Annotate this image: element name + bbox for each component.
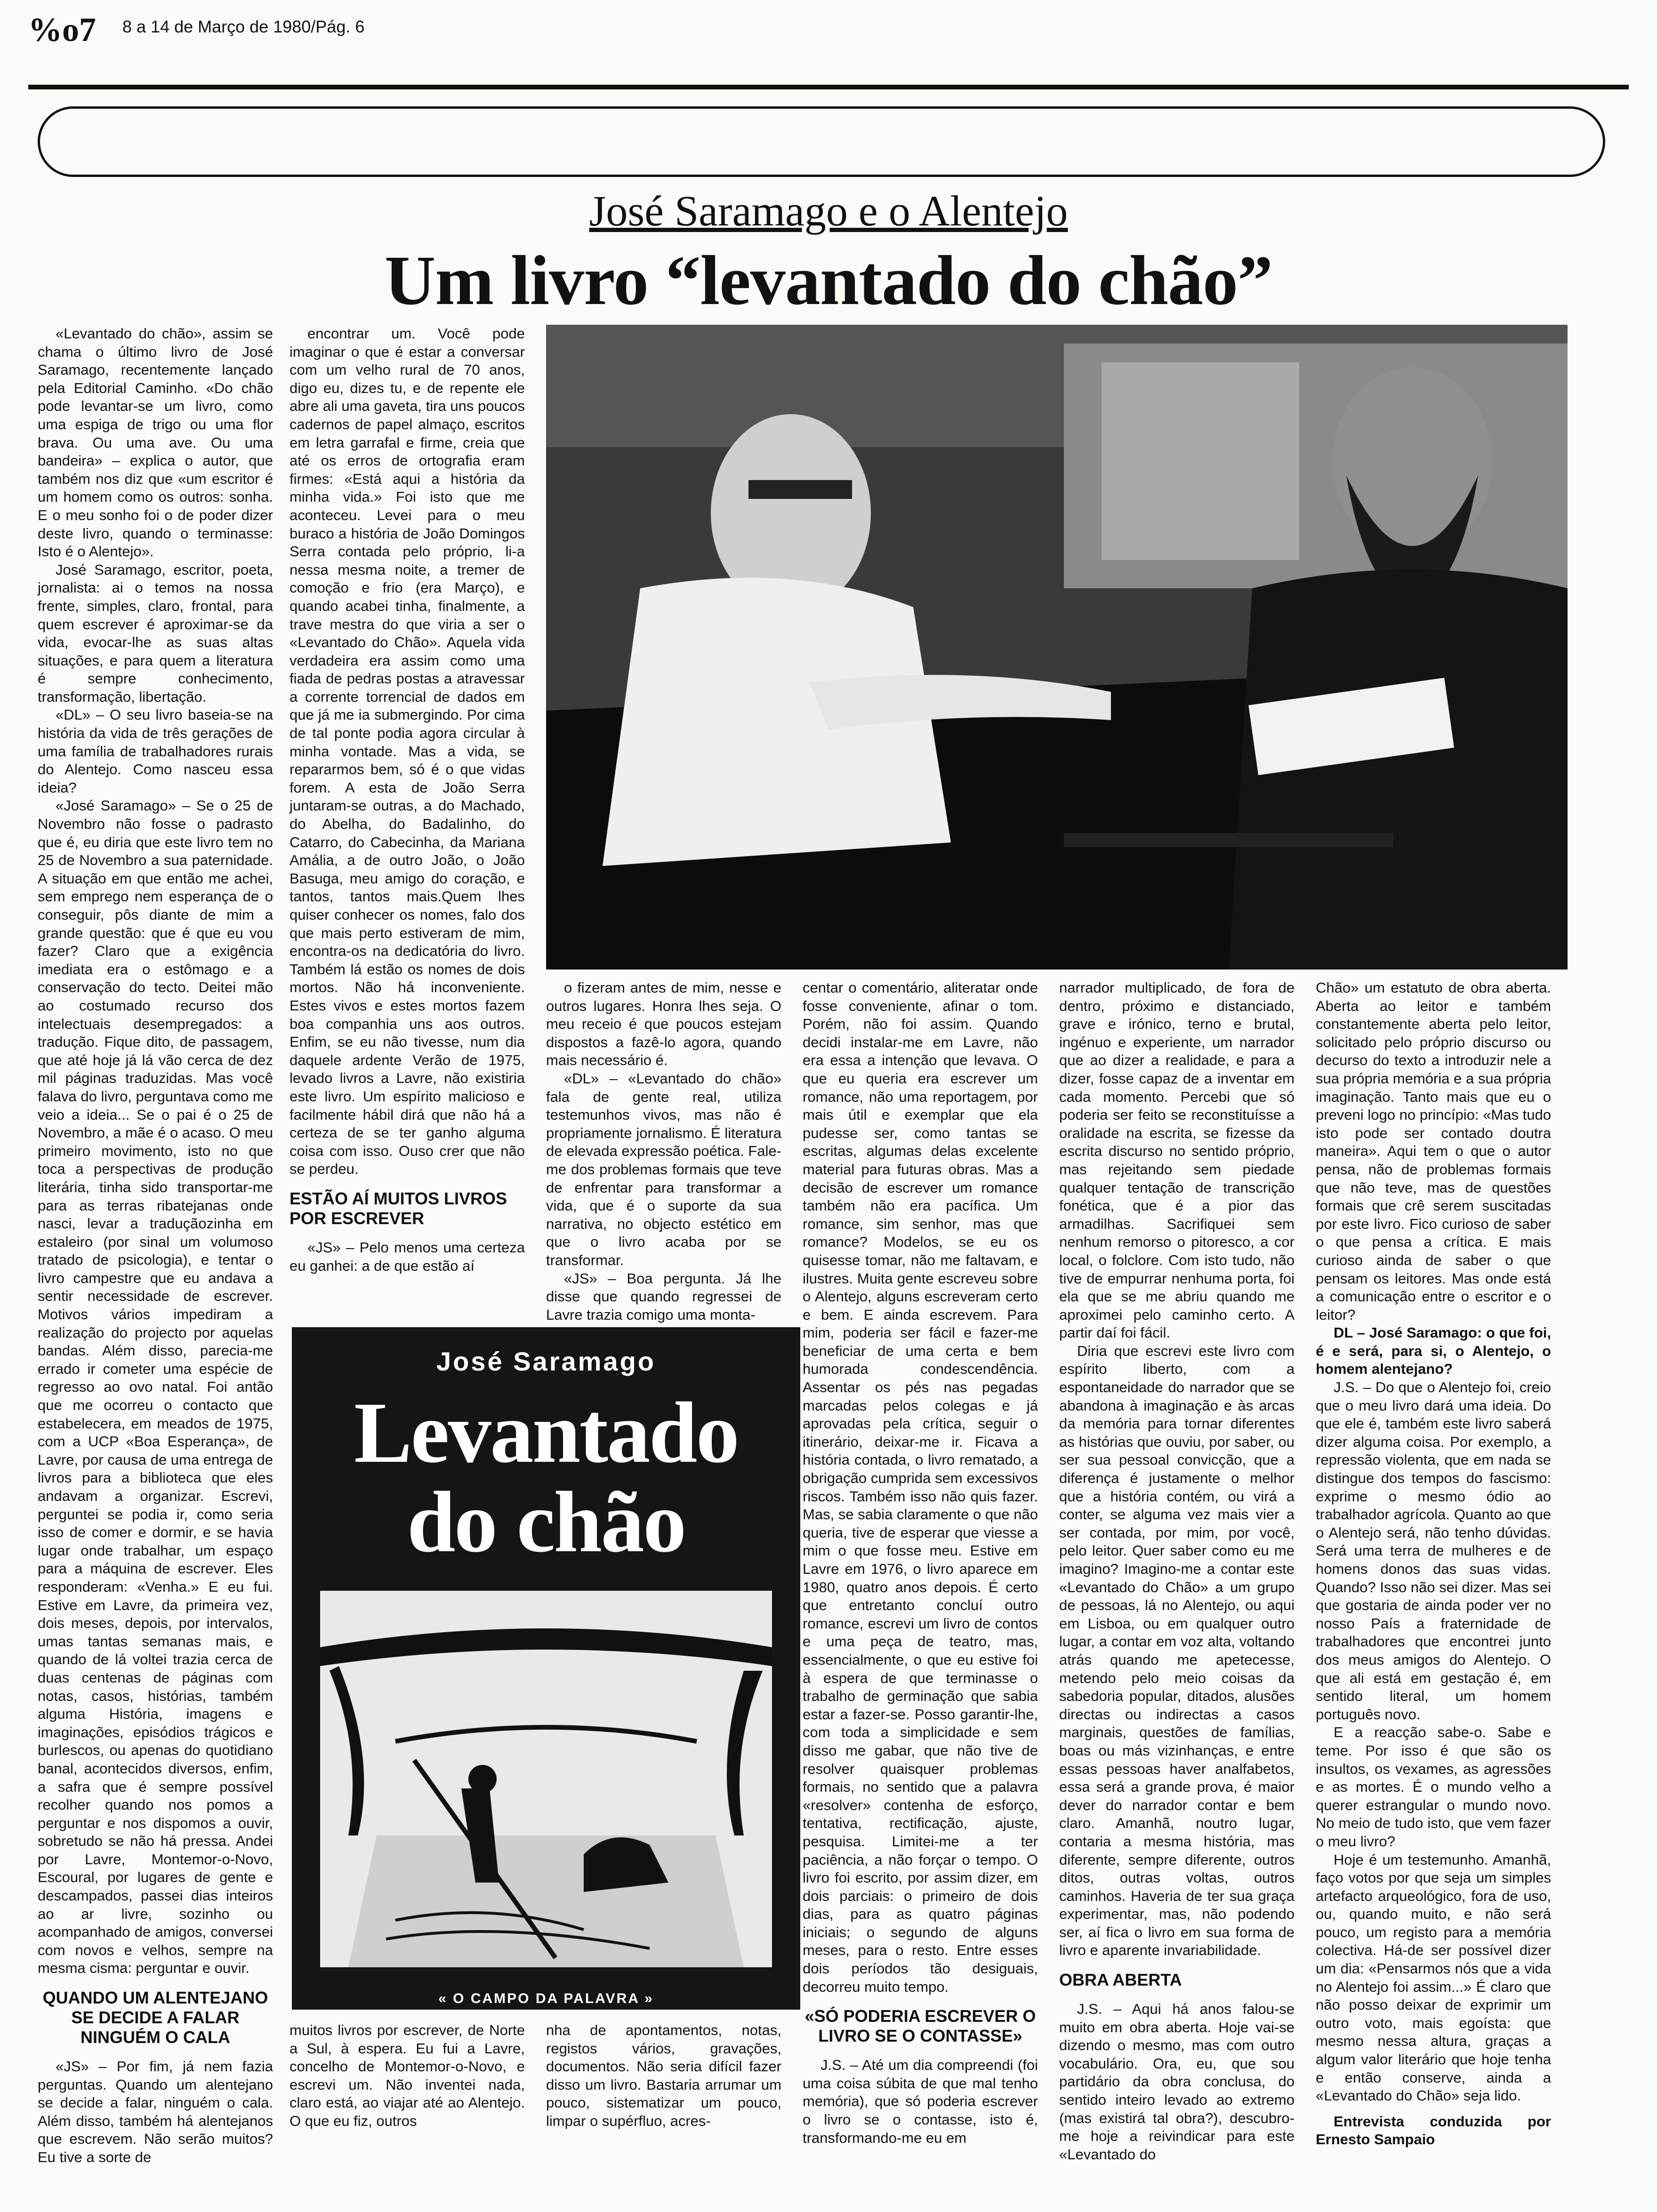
paragraph: «Levantado do chão», assim se chama o último livro de José Saramago, recentemente lançado pela Editorial Caminho. «Do chão pode levantar-se um livro, como uma espiga de trigo ou uma flor brava. Ou uma ave. Ou uma bandeira» – explica o autor, que também nos diz que «um escritor é um homem como os outros: sonha. E o meu sonho foi o de poder dizer deste livro, quando o terminasse: Isto é o Alentejo». — [38, 325, 273, 560]
paragraph: «DL» – O seu livro baseia-se na história da vida de três gerações de uma família de trabalhadores rurais do Alentejo. Como nasceu essa ideia? — [38, 706, 273, 796]
article-column-4 — [803, 979, 1038, 2147]
paragraph: J.S. – Do que o Alentejo foi, creio que o meu livro dará uma ideia. Do que ele é, também este livro saberá dizer alguma coisa. Por exemplo, a repressão violenta, que em nada se distingue dos tempos do fascismo: exprime o mesmo ódio ao trabalhador agrícola. Quanto ao que o Alentejo será, não tenho dúvidas. Será uma terra de mulheres e de homens donos das suas vidas. Quando? Isso não sei dizer. Mas sei que gostaria de ainda poder ver no nosso País a fraternidade de trabalhadores que encontrei junto dos meus amigos do Alentejo. O que ali está em gestação é, em sentido literal, um homem português novo. — [1316, 1379, 1551, 1723]
book-cover-title-line-2: do chão — [407, 1474, 685, 1571]
paragraph: centar o comentário, aliteratar onde fosse conveniente, afinar o tom. Porém, não foi assim. Quando decidi instalar-me em Lavre, não era essa a intenção que levava. O que eu queria era escrever um romance, não uma reportagem, por mais útil e exemplar que ela pudesse ser, como tantas se escritas, algumas delas excelente material para futuras obras. Mas a decisão de escrever um romance também não era pacífica. Um romance, sim senhor, mas que romance? Modelos, se eu os quisesse tomar, não me faltavam, e ilustres. Muita gente escreveu sobre o Alentejo, alguns escreveram certo e bem. E ainda escrevem. Para mim, poderia ser fácil e fazer-me beneficiar de uma certa e bem humorada condescendência. Assentar os pés nas pegadas marcadas pelos colegas e já aprovadas pela crítica, seguir o itinerário, deixar-me ir. Ficava a história contada, o livro rematado, a obrigação cumprida sem excessivos riscos. Também isso não quis fazer. Mas, se sabia claramente o que não queria, tive de esperar que viesse a mim o que fosse meu. Estive em Lavre em 1976, o livro aparece em 1980, quatro anos depois. É certo que entretanto concluí outro romance, escrevi um livro de contos e uma peça de teatro, mas, essencialmente, o que eu estive foi à espera de que terminasse o trabalho de germinação que sabia estar a fazer-se. Posso garantir-lhe, com toda a simplicidade e sem disso me gabar, que não tive de resolver quaisquer problemas formais, no sentido que a palavra «resolver» contenha de esforço, tentativa, rectificação, ajuste, pesquisa. Limitei-me a ter paciência, a não forçar o tempo. O livro foi escrito, por assim dizer, em dois parciais: o primeiro de dois dias, para as quatro páginas iniciais; o segundo de alguns meses, para o resto. Entre esses dois períodos tão desiguais, decorreu muito tempo. — [803, 979, 1038, 1995]
book-cover-title — [292, 1385, 800, 1571]
book-cover-series: « O CAMPO DA PALAVRA » — [438, 1991, 654, 2006]
paragraph: «JS» – Pelo menos uma certeza eu ganhei: a de que estão aí — [290, 1239, 525, 1274]
interview-photo — [546, 325, 1568, 970]
interview-question: DL – José Saramago: o que foi, é e será, para si, o Alentejo, o homem alentejano? — [1316, 1324, 1551, 1378]
subheading-alentejano: QUANDO UM ALENTEJANO SE DECIDE A FALAR NINGUÉM O CALA — [42, 1988, 268, 2047]
article-headline: Um livro “levantado do chão” — [385, 241, 1272, 320]
article-kicker: José Saramago e o Alentejo — [589, 187, 1068, 235]
paragraph: muitos livros por escrever, de Norte a Sul, à espera. Eu fui a Lavre, concelho de Montemor-o-Novo, e escrevi um. Não inventei nada, claro está, ao viajar até ao Alentejo. O que eu fiz, outros — [290, 2022, 525, 2129]
woodcut-art — [320, 1591, 772, 1967]
paragraph: José Saramago, escritor, poeta, jornalista: ai o temos na nossa frente, simples, claro, frontal, para quem escrever é aproximar-se da vida, evocar-lhe as suas altas situações, e para quem a literatura é sempre conhecimento, transformação, libertação. — [38, 561, 273, 705]
book-cover-title-line-1: Levantado — [354, 1385, 738, 1481]
newspaper-logo: %o7 — [28, 11, 96, 48]
article-column-5 — [1059, 979, 1295, 2164]
paragraph: o fizeram antes de mim, nesse e outros lugares. Honra lhes seja. O meu receio é que poucos estejam dispostos a fazê-lo agora, quando mais necessário é. — [546, 979, 781, 1069]
paragraph: «JS» – Por fim, já nem fazia perguntas. Quando um alentejano se decide a falar, ninguém o cala. Além disso, também há alentejanos que escrevem. Não serão muitos? Eu tive a sorte de — [38, 2058, 273, 2165]
article-column-1 — [38, 325, 273, 2167]
paragraph: nha de apontamentos, notas, registos vários, gravações, documentos. Não seria difícil fazer disso um livro. Bastaria arrumar um pouco, sistematizar um pouco, limpar o supérfluo, acres- — [546, 2022, 781, 2129]
paragraph: Chão» um estatuto de obra aberta. Aberta ao leitor e também constantemente aberta pelo leitor, solicitado pelo próprio discurso ou decurso do texto a introduzir nele a sua própria memória e a sua própria imaginação. Tanto mais que eu o preveni logo no princípio: «Mas tudo isto pode ser contado doutra maneira». Aqui tem o que o autor pensa, não de problemas formais que não teve, mas de questões formais que crê serem suscitadas por este livro. Fico curioso de saber o que pensa a crítica. E mais curioso ainda de saber o que pensam os leitores. Mas onde está a comunicação entre o escritor e o leitor? — [1316, 979, 1551, 1323]
article-column-2 — [290, 325, 525, 1275]
issue-date-page: 8 a 14 de Março de 1980/Pág. 6 — [122, 17, 365, 36]
book-cover-image — [292, 1327, 800, 2010]
decorative-oval-frame — [38, 106, 1605, 177]
subheading-muitos-livros: ESTÃO AÍ MUITOS LIVROS POR ESCREVER — [290, 1188, 507, 1228]
subheading-contasse: «SÓ PODERIA ESCREVER O LIVRO SE O CONTASSE» — [804, 2006, 1036, 2046]
paragraph: «José Saramago» – Se o 25 de Novembro não fosse o padrasto que é, eu diria que este livro tem no 25 de Novembro a sua paternidade. A situação em que então me achei, sem emprego nem esperança de o conseguir, pôs diante de mim a grande questão: que é que eu vou fazer? Claro que a exigência imediata era o estômago e a conservação do tecto. Deitei mão ao costumado recurso dos intelectuais desempregados: a tradução. Fique dito, de passagem, que até hoje já lá vão cerca de dez mil páginas traduzidas. Mas você falava do livro, perguntava como me veio a ideia... Se o pai é o 25 de Novembro, a mãe é o acaso. O meu primeiro movimento, isto no que toca a perspectivas de produção literária, tinha sido transportar-me para as terras ribatejanas onde nasci, levar a traduçãozinha em estaleiro (por sinal um volumoso tratado de psicologia), e tentar o livro campestre que eu andava a sentir necessidade de escrever. Motivos vários impediram a realização do projecto por aquelas bandas. Além disso, parecia-me errado ir cometer uma espécie de regresso ao ovo natal. Foi antão que me ocorreu o contacto que estabelecera, em meados de 1975, com a UCP «Boa Esperança», de Lavre, por causa de uma entrega de livros para a biblioteca que eles andavam a organizar. Escrevi, perguntei se podia ir, como seria isso de comer e dormir, e se havia lugar onde trabalhar, um espaço para a máquina de escrever. Eles responderam: «Venha.» E eu fui. Estive em Lavre, da primeira vez, dois meses, depois, por intervalos, umas tantas semanas mais, e quando de lá voltei trazia cerca de duas centenas de páginas com notas, casos, histórias, também alguma História, imagens e imaginações, episódios trágicos e burlescos, ou apenas do quotidiano banal, acontecidos diversos, enfim, a safra que é sempre possível recolher quando nos pomos a perguntar e nos dispomos a ouvir, sobretudo se não há pressa. Andei por Lavre, Montemor-o-Novo, Escoural, por lugares de gente e descampados, passei dias inteiros ao ar livre, sozinho ou acompanhado de amigos, conversei com novos e velhos, sempre na mesma cisma: perguntar e ouvir. — [38, 797, 273, 1977]
paragraph: J.S. – Aqui há anos falou-se muito em obra aberta. Hoje vai-se dizendo o mesmo, mas com outro vocabulário. Ora, eu, que sou partidário da obra conclusa, do sentido inteiro levado ao extremo (mas existirá tal obra?), descubro-me hoje a reivindicar para este «Levantado do — [1059, 2001, 1295, 2163]
paragraph: E a reacção sabe-o. Sabe e teme. Por isso é que são os insultos, os vexames, as agressões e as mortes. É o mundo velho a querer estrangular o mundo novo. No meio de tudo isto, que vem fazer o meu livro? — [1316, 1724, 1551, 1850]
book-cover-author: José Saramago — [436, 1346, 656, 1376]
paragraph: Diria que escrevi este livro com espírito liberto, com a espontaneidade do narrador que se abandona à imaginação e às arcas da memória para tornar diferentes as histórias que ouviu, por saber, ou ser sua pessoal convicção, que a diferença é justamente o melhor que a história contém, ou virá a conter, se alguma vez mais vier a ser contada, por mim, por você, pelo leitor. Quer saber como eu me imagino? Imagino-me a contar este «Levantado do Chão» a um grupo de pessoas, lá no Alentejo, ou aqui em Lisboa, ou em qualquer outro lugar, a contar em voz alta, voltando atrás quando me apetecesse, metendo pelo meio coisas da sabedoria popular, ditados, alusões directas ou indirectas a casos marginais, questões de famílias, boas ou más vizinhanças, e entre essas pessoas haver analfabetos, essa será a grande prova, é maior dever do narrador contar e bem claro. Amanhã, noutro lugar, contaria a mesma história, mas diferente, sempre diferente, outros ditos, outras voltas, outros caminhos. Haveria de ter sua graça experimentar, mas, não podendo ser, aí fica o livro em sua forma de livro e aparente invariabilidade. — [1059, 1342, 1295, 1959]
article-column-6 — [1316, 979, 1551, 2149]
article-column-3 — [546, 979, 781, 1324]
interviewer-signature: Entrevista conduzida por Ernesto Sampaio — [1316, 2113, 1551, 2148]
header-rule — [28, 85, 1629, 89]
paragraph: Hoje é um testemunho. Amanhã, faço votos por que seja um simples artefacto arqueológico, fora de uso, ou, quando muito, e não será pouco, um registo para a memória colectiva. Há-de ser possível dizer um dia: «Pensarmos nós que a vida no Alentejo foi assim...» É claro que não posso deixar de exprimir um outro voto, mais egoísta: que mesmo nessa altura, graças a algum valor literário que hoje tenha e então conserve, ainda a «Levantado do Chão» seja lido. — [1316, 1851, 1551, 2104]
interview-photo-illustration — [546, 325, 1568, 970]
paragraph: narrador multiplicado, de fora de dentro, próximo e distanciado, grave e irónico, terno e brutal, ingénuo e experiente, um narrador que ao dizer a realidade, e para a dizer, fosse capaz de a inventar em cada momento. Percebi que só poderia ser feito se reconstituísse a oralidade na escrita, se fizesse da escrita discurso no sentido próprio, mas rejeitando sem piedade qualquer tentação de transcrição fonética, que é a pior das armadilhas. Sacrifiquei sem nenhum remorso o pitoresco, a cor local, o folclore. Com isto tudo, não tive de empurrar nenhuma porta, foi ela que se me abriu quando me aproximei pelo caminho certo. A partir daí foi fácil. — [1059, 979, 1295, 1341]
subheading-obra-aberta: OBRA ABERTA — [1059, 1970, 1182, 1990]
article-column-2-continued — [290, 2021, 525, 2131]
paragraph: J.S. – Até um dia compreendi (foi uma coisa súbita de que mal tenho memória), que só poderia escrever o livro se o contasse, isto é, transformando-me eu em — [803, 2057, 1038, 2146]
article-column-3-continued — [546, 2021, 781, 2131]
book-cover-woodcut-illustration — [320, 1591, 772, 1967]
paragraph: «DL» – «Levantado do chão» fala de gente real, utiliza testemunhos vivos, mas não é propriamente jornalismo. É literatura de elevada expressão poética. Fale-me dos problemas formais que teve de enfrentar para transformar a vida, que é o suporte da sua narrativa, no objecto estético em que o livro acaba por se transformar. — [546, 1070, 781, 1268]
paragraph: encontrar um. Você pode imaginar o que é estar a conversar com um velho rural de 70 anos, digo eu, dizes tu, e de repente ele abre ali uma gaveta, tira uns poucos cadernos de papel almaço, escritos em letra garrafal e firme, creia que até os erros de ortografia eram firmes: «Está aqui a história da minha vida.» Foi isto que me aconteceu. Levei para o meu buraco a história de João Domingos Serra contada pelo próprio, li-a nessa mesma noite, a tremer de comoção e frio (era Março), e quando acabei tinha, finalmente, a trave mestra do que viria a ser o «Levantado do Chão». Aquela vida verdadeira era assim como uma fiada de pedras postas a atravessar a corrente torrencial de dados em que já me ia submergindo. Por cima de tal ponte podia agora circular à minha vontade. Mas a vida, se repararmos bem, só é o que vidas forem. A esta de João Serra juntaram-se outras, a do Machado, do Abelha, do Badalinho, do Catarro, do Cabecinha, da Mariana Amália, a de outro João, o João Basuga, meu amigo do coração, e tantos, tantos mais.Quem lhes quiser conhecer os nomes, falo dos que mais perto estiveram de mim, encontra-os na dedicatória do livro. Também lá estão os nomes de dois mortos. Não há inconveniente. Estes vivos e estes mortos fazem boa companhia uns aos outros. Enfim, se eu não tivesse, num dia daquele ardente Verão de 1975, levado livros a Lavre, não existiria este livro. Um espírito malicioso e facilmente hábil dirá que não há a certeza de se ter ganho alguma coisa com isso. Ouso crer que não se perdeu. — [290, 325, 525, 1178]
paragraph: «JS» – Boa pergunta. Já lhe disse que quando regressei de Lavre trazia comigo uma monta- — [546, 1270, 781, 1323]
